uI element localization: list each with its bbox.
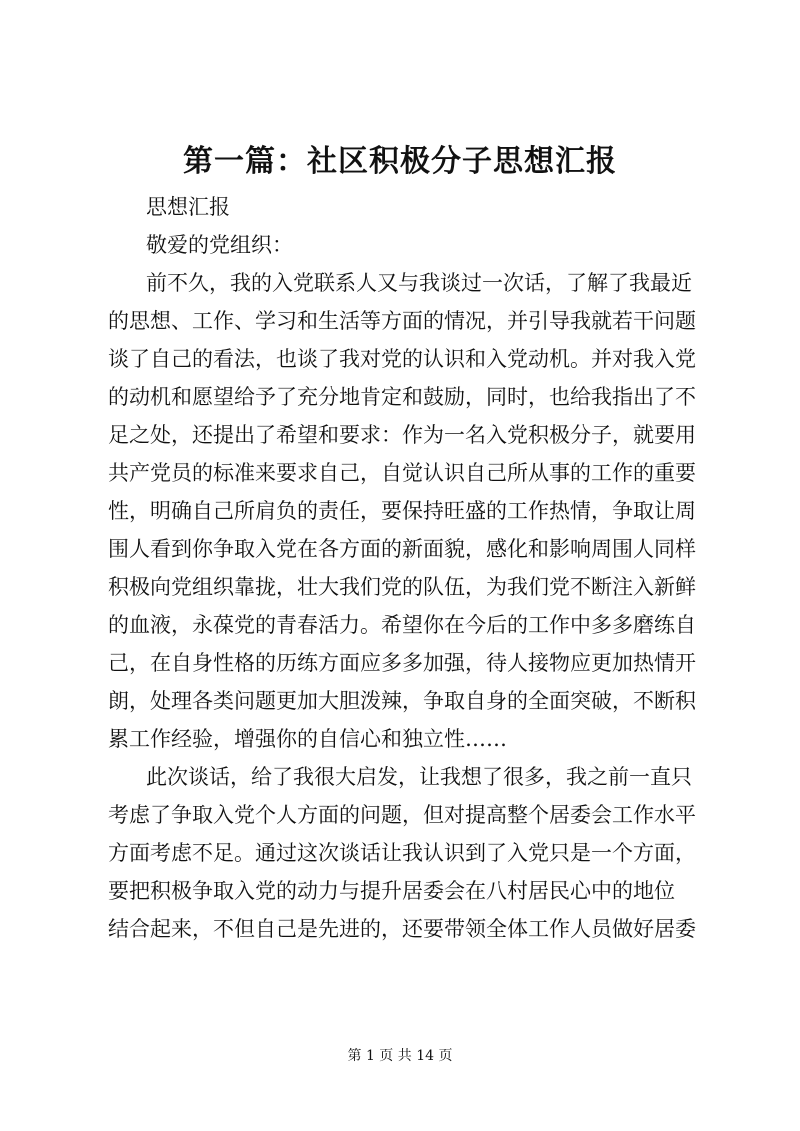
paragraph-line: 围人看到你争取入党在各方面的新面貌，感化和影响周围人同样 <box>108 537 696 561</box>
paragraph-line: 要把积极争取入党的动力与提升居委会在八村居民心中的地位 <box>108 879 675 903</box>
paragraph-line: 共产党员的标准来要求自己，自觉认识自己所从事的工作的重要 <box>108 461 696 485</box>
page-number-footer: 第 1 页 共 14 页 <box>347 1048 453 1064</box>
paragraph-line: 的动机和愿望给予了充分地肯定和鼓励，同时，也给我指出了不 <box>108 385 696 409</box>
paragraph-line: 己，在自身性格的历练方面应多多加强，待人接物应更加热情开 <box>108 651 696 675</box>
paragraph-line: 此次谈话，给了我很大启发，让我想了很多，我之前一直只 <box>146 765 692 789</box>
paragraph-line: 性，明确自己所肩负的责任，要保持旺盛的工作热情，争取让周 <box>108 499 696 523</box>
paragraph-line: 积极向党组织靠拢，壮大我们党的队伍，为我们党不断注入新鲜 <box>108 575 696 599</box>
paragraph-line: 结合起来，不但自己是先进的，还要带领全体工作人员做好居委 <box>108 917 696 941</box>
page-title: 第一篇：社区积极分子思想汇报 <box>183 144 617 179</box>
paragraph-line: 方面考虑不足。通过这次谈话让我认识到了入党只是一个方面， <box>108 841 696 865</box>
paragraph-line: 考虑了争取入党个人方面的问题，但对提高整个居委会工作水平 <box>108 803 696 827</box>
paragraph-line: 朗，处理各类问题更加大胆泼辣，争取自身的全面突破，不断积 <box>108 689 696 713</box>
paragraph-line: 的思想、工作、学习和生活等方面的情况，并引导我就若干问题 <box>108 309 696 333</box>
paragraph-line: 足之处，还提出了希望和要求：作为一名入党积极分子，就要用 <box>108 423 696 447</box>
document-body <box>108 188 708 948</box>
paragraph-1 <box>108 264 708 758</box>
paragraph-line: 前不久，我的入党联系人又与我谈过一次话，了解了我最近 <box>146 271 692 295</box>
salutation: 敬爱的党组织： <box>146 233 293 257</box>
paragraph-line: 累工作经验，增强你的自信心和独立性…… <box>108 727 507 751</box>
paragraph-2 <box>108 758 708 948</box>
paragraph-line: 谈了自己的看法，也谈了我对党的认识和入党动机。并对我入党 <box>108 347 696 371</box>
subtitle: 思想汇报 <box>146 195 230 219</box>
paragraph-line: 的血液，永葆党的青春活力。希望你在今后的工作中多多磨练自 <box>108 613 696 637</box>
